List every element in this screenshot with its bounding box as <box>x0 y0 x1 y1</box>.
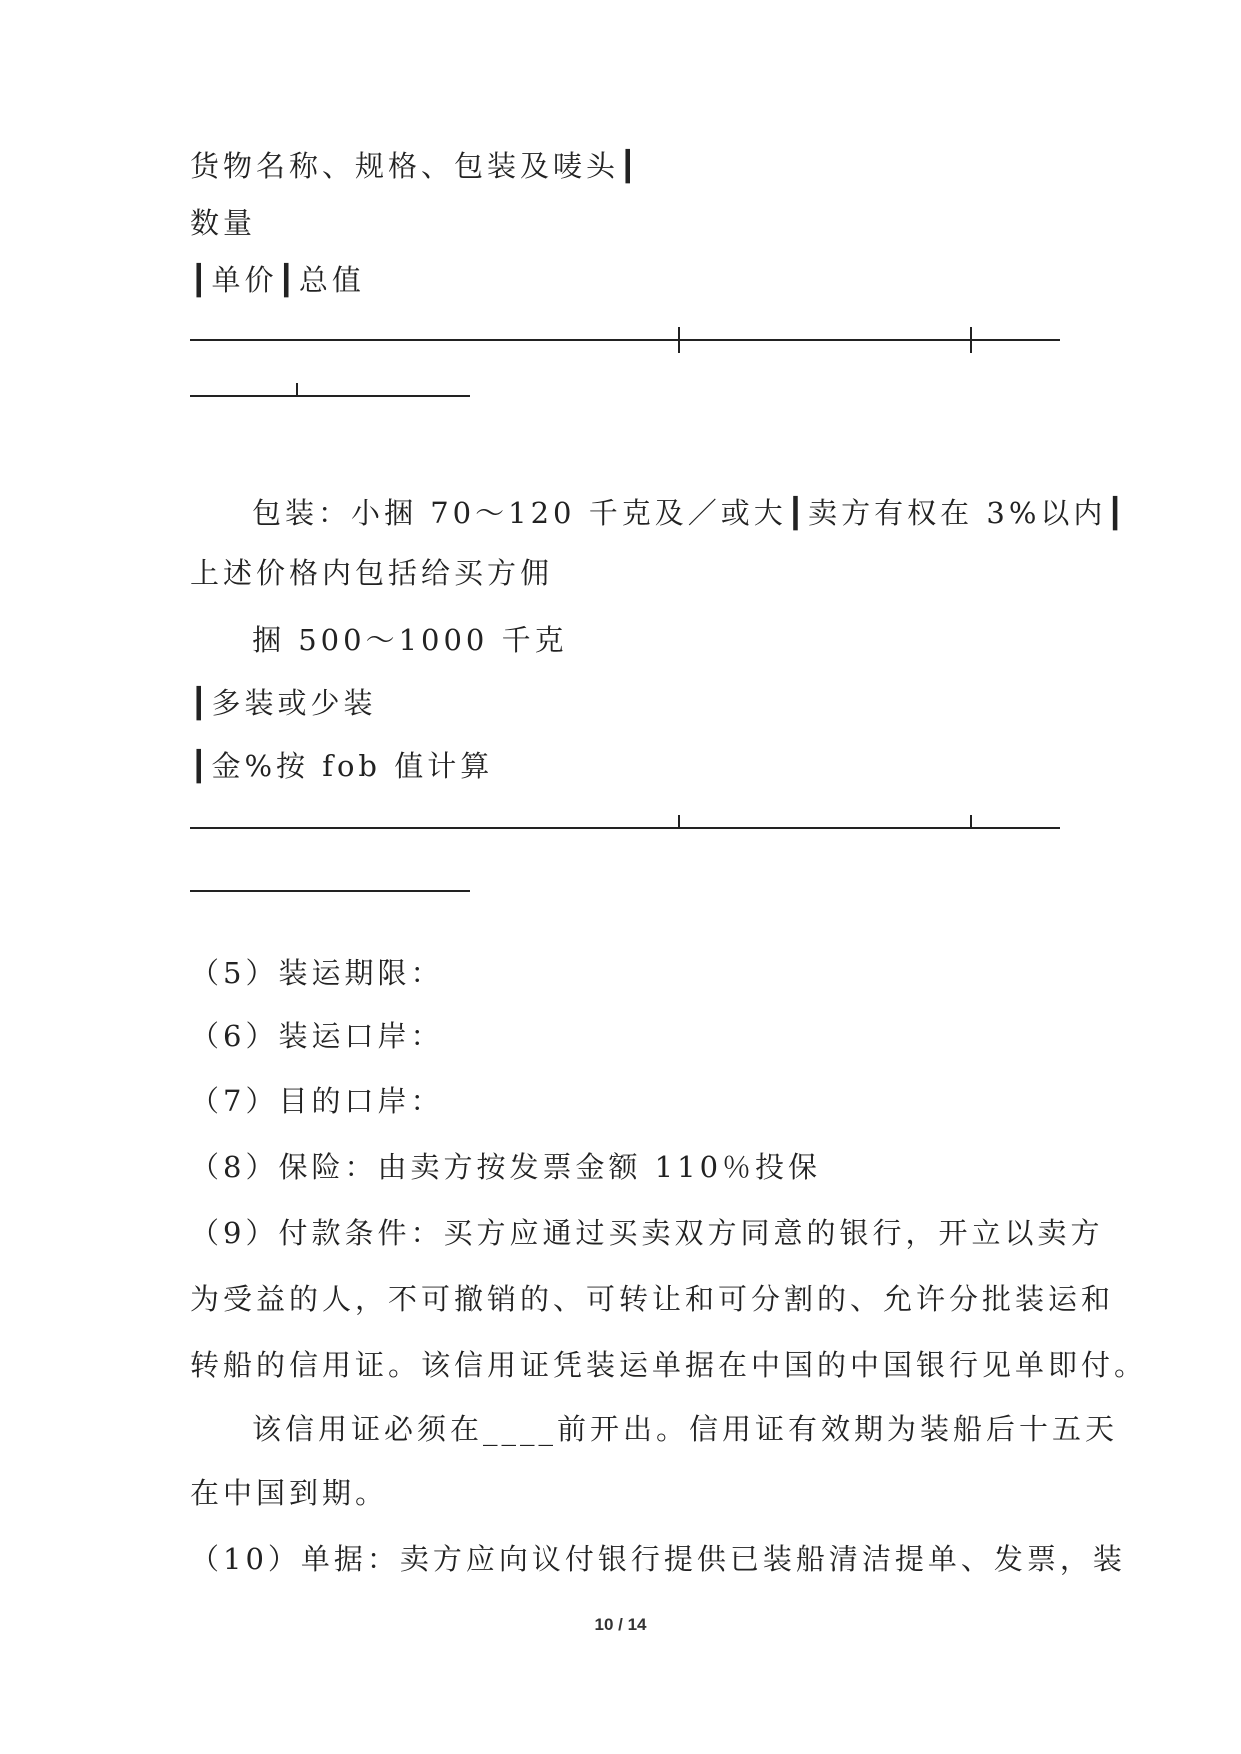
table-header-quantity: 数量 <box>190 206 257 240</box>
table-header-price: ┃单价┃总值 <box>190 263 365 297</box>
insurance-clause: （8）保险：由卖方按发票金额 110％投保 <box>190 1150 822 1184</box>
lc-issuance-line-2: 在中国到期。 <box>190 1476 389 1510</box>
table-rule-2 <box>190 381 470 411</box>
payment-terms-line-2: 为受益的人，不可撤销的、可转让和可分割的、允许分批装运和 <box>190 1282 1115 1316</box>
table-rule-3 <box>190 813 1060 843</box>
payment-terms-line-3: 转船的信用证。该信用证凭装运单据在中国的中国银行见单即付。 <box>190 1348 1148 1382</box>
commission-text: 上述价格内包括给买方佣 <box>190 556 554 590</box>
page-number: 10 / 14 <box>594 1615 647 1634</box>
shipment-period: （5）装运期限： <box>190 956 444 990</box>
fob-basis-text: ┃金%按 fob 值计算 <box>190 749 494 783</box>
port-of-loading: （6）装运口岸： <box>190 1019 444 1053</box>
payment-terms-line-1: （9）付款条件：买方应通过买卖双方同意的银行，开立以卖方 <box>190 1216 1104 1250</box>
table-rule-1 <box>190 325 1060 355</box>
documents-clause: （10）单据：卖方应向议付银行提供已装船清洁提单、发票，装 <box>190 1542 1126 1576</box>
bale-weight-text: 捆 500～1000 千克 <box>252 623 568 657</box>
table-rule-4 <box>190 876 470 906</box>
more-or-less-text: ┃多装或少装 <box>190 686 377 720</box>
packing-text: 包装：小捆 70～120 千克及／或大┃卖方有权在 3%以内┃ <box>252 496 1128 530</box>
lc-issuance-line-1: 该信用证必须在____前开出。信用证有效期为装船后十五天 <box>252 1412 1119 1446</box>
table-header-goods: 货物名称、规格、包装及唛头┃ <box>190 149 641 183</box>
port-of-destination: （7）目的口岸： <box>190 1084 444 1118</box>
